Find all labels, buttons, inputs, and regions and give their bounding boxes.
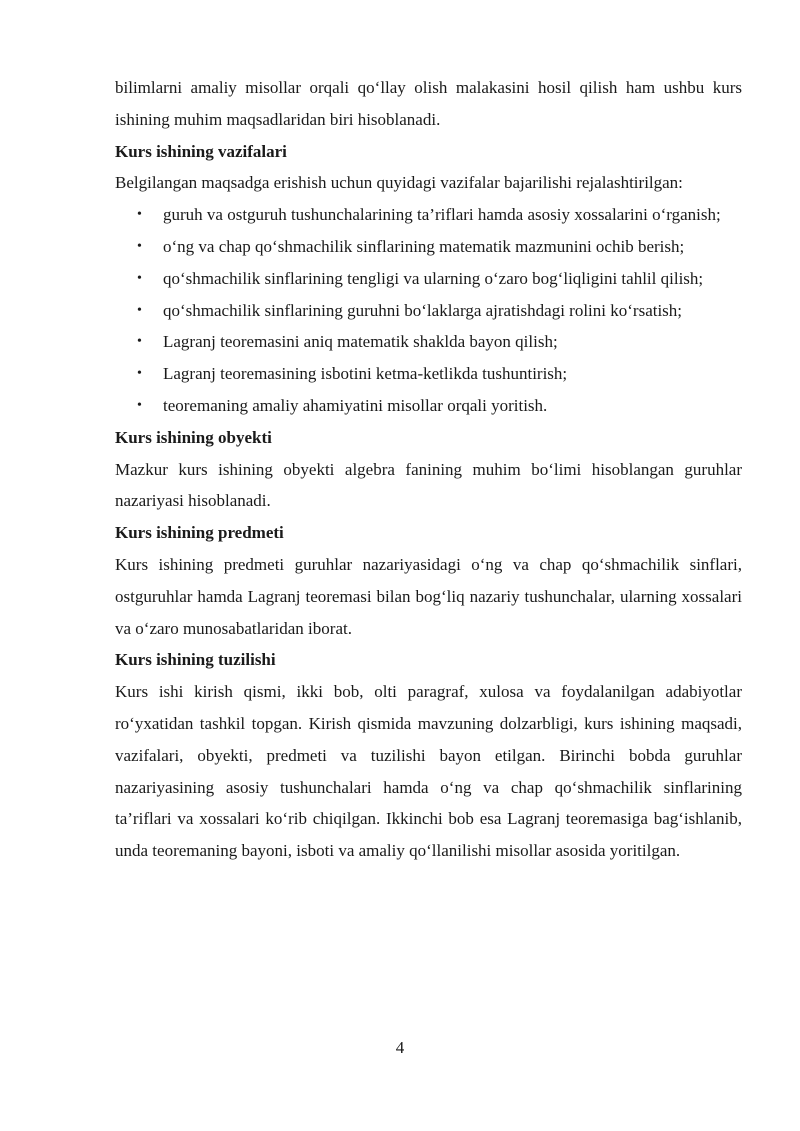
- page-content: [115, 72, 742, 867]
- list-item: [115, 358, 742, 390]
- list-item: [115, 326, 742, 358]
- list-item-text: Lagranj teoremasining isbotini ketma-ketlikda tushuntirish;: [163, 364, 568, 384]
- list-item-text: qo‘shmachilik sinflarining guruhni bo‘laklarga ajratishdagi rolini ko‘rsatish;: [163, 300, 683, 320]
- object-paragraph: Mazkur kurs ishining obyekti algebra fanining muhim bo‘limi hisoblangan guruhlar nazariyasi hisoblanadi.: [115, 459, 742, 511]
- list-item-text: qo‘shmachilik sinflarining tengligi va ularning o‘zaro bog‘liqligini tahlil qilish;: [163, 268, 704, 288]
- intro-continuation-paragraph: bilimlarni amaliy misollar orqali qo‘llay olish malakasini hosil qilish ham ushbu kurs ishining muhim maqsadlaridan biri hisoblanadi.: [115, 78, 742, 129]
- structure-heading: Kurs ishining tuzilishi: [115, 650, 276, 670]
- list-item-text: teoremaning amaliy ahamiyatini misollar orqali yoritish.: [163, 395, 548, 415]
- tasks-lead-paragraph: Belgilangan maqsadga erishish uchun quyidagi vazifalar bajarilishi rejalashtirilgan:: [115, 173, 683, 193]
- list-item: [115, 390, 742, 422]
- subject-paragraph: Kurs ishining predmeti guruhlar nazariyasidagi o‘ng va chap qo‘shmachilik sinflari, ostguruhlar hamda Lagranj teoremasi bilan bog‘liq nazariy tushunchalar, ularning xossalari va o‘zaro munosabatlaridan iborat.: [115, 554, 742, 638]
- tasks-heading: Kurs ishining vazifalari: [115, 141, 287, 161]
- list-item: [115, 263, 742, 295]
- bullet-icon: •: [137, 366, 142, 382]
- bullet-icon: •: [137, 238, 142, 254]
- list-item: [115, 199, 742, 231]
- list-item-text: o‘ng va chap qo‘shmachilik sinflarining matematik mazmunini ochib berish;: [163, 236, 685, 256]
- list-item: [115, 295, 742, 327]
- bullet-icon: •: [137, 334, 142, 350]
- tasks-list: [115, 199, 742, 422]
- page-number: 4: [395, 1038, 405, 1057]
- bullet-icon: •: [137, 270, 142, 286]
- bullet-icon: •: [137, 302, 142, 318]
- subject-heading: Kurs ishining predmeti: [115, 523, 284, 543]
- object-heading: Kurs ishining obyekti: [115, 427, 272, 447]
- bullet-icon: •: [137, 207, 142, 223]
- structure-paragraph: Kurs ishi kirish qismi, ikki bob, olti paragraf, xulosa va foydalanilgan adabiyotlar ro‘yxatidan tashkil topgan. Kirish qismida mavzuning dolzarbligi, kurs ishining maqsadi, vazifalari, obyekti, predmeti va tuzilishi bayon etilgan. Birinchi bobda guruhlar nazariyasining asosiy tushunchalari hamda o‘ng va chap qo‘shmachilik sinflarining ta’riflari va xossalari ko‘rib chiqilgan. Ikkinchi bob esa Lagranj teoremasiga bag‘ishlanib, unda teoremaning bayoni, isboti va amaliy qo‘llanilishi misollar asosida yoritilgan.: [115, 682, 742, 861]
- list-item-text: Lagranj teoremasini aniq matematik shaklda bayon qilish;: [163, 332, 558, 352]
- bullet-icon: •: [137, 397, 142, 413]
- list-item: [115, 231, 742, 263]
- list-item-text: guruh va ostguruh tushunchalarining ta’riflari hamda asosiy xossalarini o‘rganish;: [163, 205, 721, 225]
